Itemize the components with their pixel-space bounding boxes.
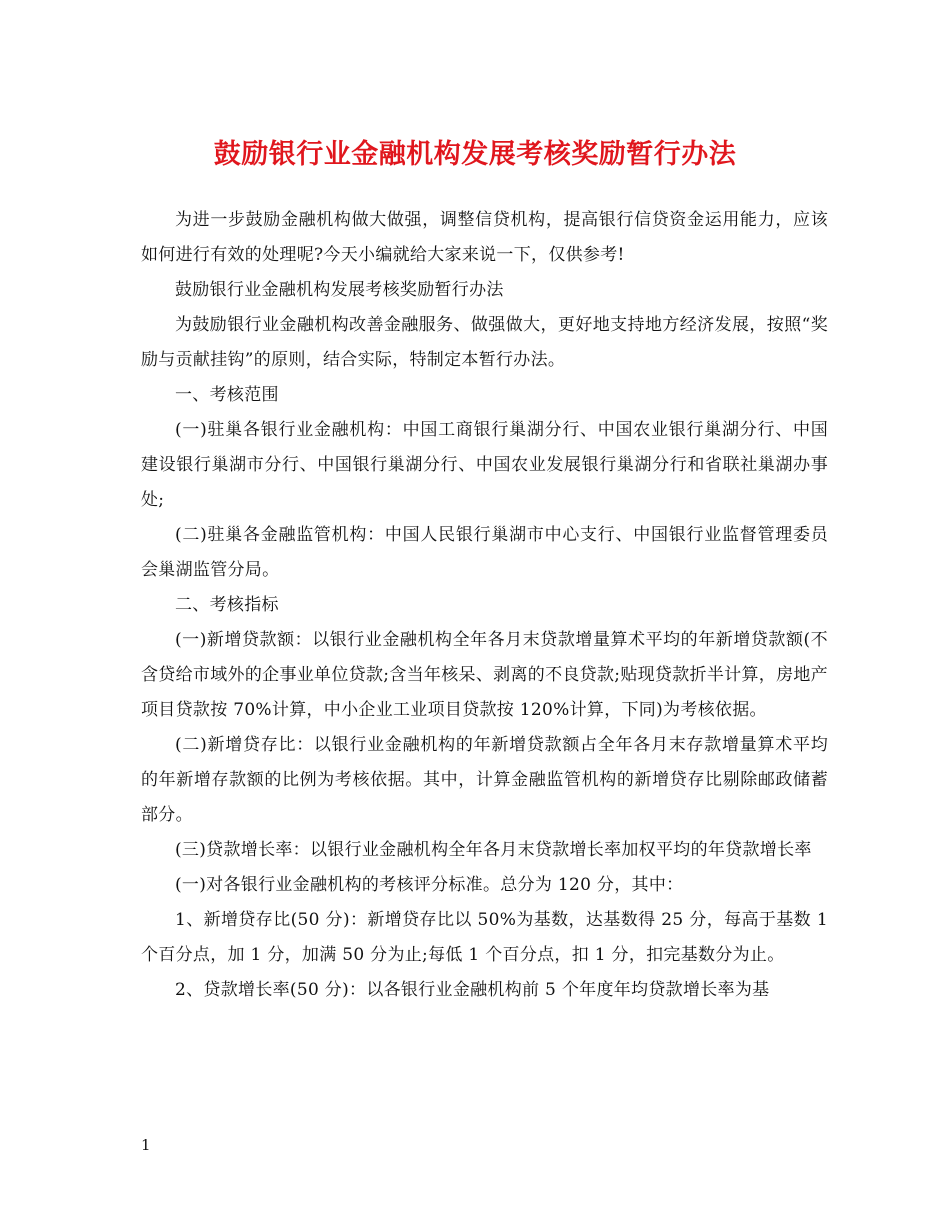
paragraph: (三)贷款增长率：以银行业金融机构全年各月末贷款增长率加权平均的年贷款增长率	[175, 840, 812, 860]
section-heading: 二、考核指标	[175, 595, 279, 615]
paragraph: 2、贷款增长率(50 分)：以各银行业金融机构前 5 个年度年均贷款增长率为基	[175, 980, 770, 1000]
paragraph: 1、新增贷存比(50 分)：新增贷存比以 50%为基数，达基数得 25 分，每高于基数 1 个百分点，加 1 分，加满 50 分为止;每低 1 个百分点，扣 1 分，扣完基数分为止。	[141, 910, 828, 965]
paragraph: (一)驻巢各银行业金融机构：中国工商银行巢湖分行、中国农业银行巢湖分行、中国建设银行巢湖市分行、中国银行巢湖分行、中国农业发展银行巢湖分行和省联社巢湖办事处;	[141, 420, 828, 510]
paragraph: (一)对各银行业金融机构的考核评分标准。总分为 120 分，其中：	[175, 875, 684, 895]
paragraph: (二)新增贷存比：以银行业金融机构的年新增贷款额占全年各月末存款增量算术平均的年新增存款额的比例为考核依据。其中，计算金融监管机构的新增贷存比剔除邮政储蓄部分。	[141, 735, 828, 825]
paragraph: 鼓励银行业金融机构发展考核奖励暂行办法	[175, 280, 504, 300]
paragraph: (二)驻巢各金融监管机构：中国人民银行巢湖市中心支行、中国银行业监督管理委员会巢湖监管分局。	[141, 525, 828, 580]
page-number: 1	[141, 1136, 151, 1154]
paragraph: (一)新增贷款额：以银行业金融机构全年各月末贷款增量算术平均的年新增贷款额(不含贷给市域外的企事业单位贷款;含当年核呆、剥离的不良贷款;贴现贷款折半计算，房地产项目贷款按 70%计算，中小企业工业项目贷款按 120%计算，下同)为考核依据。	[141, 630, 828, 720]
section-heading: 一、考核范围	[175, 385, 279, 405]
document-body	[141, 203, 828, 1008]
document-title: 鼓励银行业金融机构发展考核奖励暂行办法	[213, 139, 737, 170]
paragraph: 为进一步鼓励金融机构做大做强，调整信贷机构，提高银行信贷资金运用能力，应该如何进行有效的处理呢?今天小编就给大家来说一下，仅供参考!	[141, 210, 828, 265]
paragraph: 为鼓励银行业金融机构改善金融服务、做强做大，更好地支持地方经济发展，按照“奖励与贡献挂钩”的原则，结合实际，特制定本暂行办法。	[141, 315, 828, 370]
